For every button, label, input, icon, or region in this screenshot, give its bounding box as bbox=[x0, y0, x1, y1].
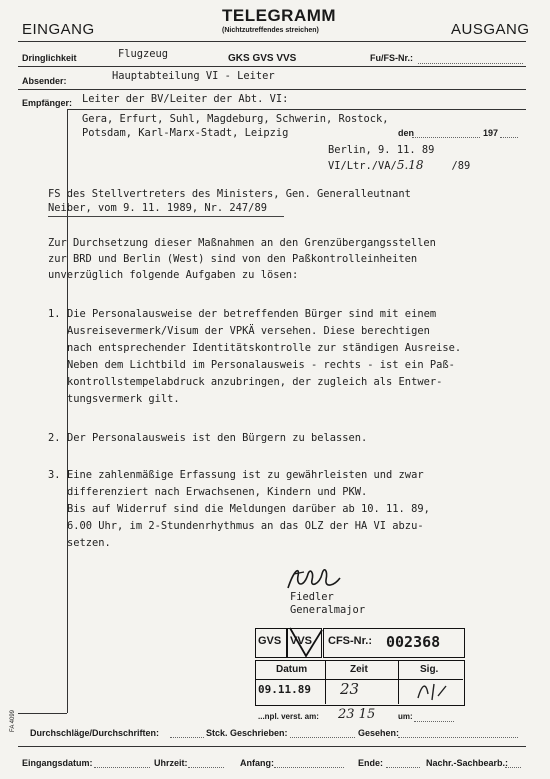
dateline-prefix: VI/Ltr./VA/ bbox=[328, 160, 397, 172]
footer-copies-label: Durchschläge/Durchschriften: bbox=[30, 728, 160, 738]
recipient-den: den bbox=[398, 128, 415, 138]
item-2-line-1: Der Personalausweis ist den Bürgern zu belassen. bbox=[67, 432, 368, 444]
classification-options: GKS GVS VVS bbox=[228, 53, 297, 64]
footer-eingangsdatum: Eingangsdatum: bbox=[22, 758, 93, 768]
signature-rank: Generalmajor bbox=[290, 604, 366, 616]
recipient-line-2: Gera, Erfurt, Suhl, Magdeburg, Schwerin, Rostock, bbox=[82, 113, 389, 125]
footer-eingangsdatum-line bbox=[94, 767, 150, 768]
stamp-copies-label: ...npl. verst. am: bbox=[258, 712, 319, 721]
footer-gesehen-line bbox=[398, 737, 518, 738]
stamp-col-divider-2 bbox=[398, 660, 399, 704]
stamp-gvs: GVS bbox=[258, 635, 282, 647]
header-eingang: EINGANG bbox=[22, 21, 95, 38]
stamp-col-sig: Sig. bbox=[420, 664, 439, 675]
fs-number-line bbox=[418, 63, 523, 64]
footer-rule-left bbox=[18, 713, 67, 714]
dateline-handwritten-number: 5.18 bbox=[396, 158, 424, 172]
stamp-copies-value: 23 15 bbox=[338, 707, 376, 722]
item-1-line-6: tungsvermerk gilt. bbox=[67, 393, 180, 405]
item-1-line-3: nach entsprechender Identitätskontrolle zur ständigen Ausreise. bbox=[67, 342, 462, 354]
item-1-line-1: Die Personalausweise der betreffenden Bürger sind mit einem bbox=[67, 308, 437, 320]
sender-value: Hauptabteilung VI - Leiter bbox=[112, 70, 275, 82]
recipient-year: 197 bbox=[483, 128, 499, 138]
recipient-line-1: Leiter der BV/Leiter der Abt. VI: bbox=[82, 93, 289, 105]
footer-nachr: Nachr.-Sachbearb.: bbox=[426, 758, 509, 768]
stamp-col-datum: Datum bbox=[276, 664, 308, 675]
urgency-label: Dringlichkeit bbox=[22, 53, 77, 63]
stamp-um-line bbox=[414, 721, 454, 722]
header-ausgang: AUSGANG bbox=[451, 21, 530, 38]
footer-stck-line bbox=[290, 737, 355, 738]
footer-ende-line bbox=[386, 767, 420, 768]
stamp-strike-mark bbox=[286, 626, 326, 658]
year-line bbox=[500, 137, 518, 138]
stamp-um-label: um: bbox=[398, 712, 413, 721]
footer-ende: Ende: bbox=[358, 758, 384, 768]
item-3-line-4: 6.00 Uhr, im 2-Stundenrhythmus an das OLZ der HA VI abzu- bbox=[67, 520, 424, 532]
stamp-col-zeit: Zeit bbox=[350, 664, 368, 675]
footer-anfang-line bbox=[274, 767, 344, 768]
stamp-sig-scribble bbox=[412, 680, 452, 702]
sender-rule bbox=[18, 89, 526, 90]
stamp-vvs: VVS bbox=[290, 635, 313, 647]
item-3-line-2: differenziert nach Erwachsenen, Kindern und PKW. bbox=[67, 486, 368, 498]
footer-copies-line bbox=[170, 737, 204, 738]
footer-nachr-line bbox=[505, 767, 521, 768]
header-rule bbox=[18, 41, 526, 42]
den-line bbox=[412, 137, 480, 138]
item-3-line-5: setzen. bbox=[67, 537, 111, 549]
recipient-rule bbox=[67, 109, 526, 110]
item-3-line-1: Eine zahlenmäßige Erfassung ist zu gewährleisten und zwar bbox=[67, 469, 424, 481]
stamp-cfs-number: 002368 bbox=[386, 633, 441, 651]
footer-side-code: FA 4099 bbox=[10, 709, 16, 732]
footer-uhrzeit: Uhrzeit: bbox=[154, 758, 188, 768]
footer-stck: Stck. Geschrieben: bbox=[206, 728, 288, 738]
item-1-line-4: Neben dem Lichtbild im Personalausweis - rechts - ist ein Paß- bbox=[67, 359, 455, 371]
header-title: TELEGRAMM bbox=[222, 6, 337, 25]
fs-number-label: Fu/FS-Nr.: bbox=[370, 53, 413, 63]
footer-anfang: Anfang: bbox=[240, 758, 274, 768]
dateline-place-date: Berlin, 9. 11. 89 bbox=[328, 144, 435, 156]
stamp-value-zeit: 23 bbox=[340, 680, 360, 698]
sender-label: Absender: bbox=[22, 76, 67, 86]
item-1-line-5: kontrollstempelabdruck anzubringen, der zugleich als Entwer- bbox=[67, 376, 443, 388]
footer-uhrzeit-line bbox=[188, 767, 224, 768]
intro-line-1: Zur Durchsetzung dieser Maßnahmen an den Grenzübergangsstellen bbox=[48, 237, 436, 249]
dateline-reference bbox=[328, 158, 470, 172]
stamp-value-datum: 09.11.89 bbox=[258, 683, 311, 696]
item-1-line-2: Ausreisevermerk/Visum der VPKÄ versehen. Diese berechtigen bbox=[67, 325, 430, 337]
footer-gesehen: Gesehen: bbox=[358, 728, 400, 738]
intro-line-2: zur BRD und Berlin (West) sind von den Paßkontrolleinheiten bbox=[48, 253, 418, 265]
reference-underline bbox=[48, 216, 284, 217]
item-3-line-3: Bis auf Widerruf sind die Meldungen darüber ab 10. 11. 89, bbox=[67, 503, 430, 515]
dateline-suffix: /89 bbox=[451, 160, 471, 172]
footer-rule bbox=[18, 746, 526, 747]
intro-line-3: unverzüglich folgende Aufgaben zu lösen: bbox=[48, 269, 299, 281]
urgency-rule bbox=[18, 66, 526, 67]
stamp-col-divider-1 bbox=[325, 660, 326, 704]
signature-name: Fiedler bbox=[290, 591, 334, 603]
item-2-number: 2. bbox=[48, 432, 61, 444]
reference-line-1: FS des Stellvertreters des Ministers, Gen. Generalleutnant bbox=[48, 188, 411, 200]
header-note: (Nichtzutreffendes streichen) bbox=[222, 27, 319, 34]
recipient-line-3: Potsdam, Karl-Marx-Stadt, Leipzig bbox=[82, 127, 289, 139]
recipient-label: Empfänger: bbox=[22, 98, 73, 108]
item-3-number: 3. bbox=[48, 469, 61, 481]
urgency-value: Flugzeug bbox=[118, 48, 169, 60]
item-1-number: 1. bbox=[48, 308, 61, 320]
reference-line-2: Neiber, vom 9. 11. 1989, Nr. 247/89 bbox=[48, 202, 267, 214]
stamp-cfs-label: CFS-Nr.: bbox=[328, 635, 372, 647]
